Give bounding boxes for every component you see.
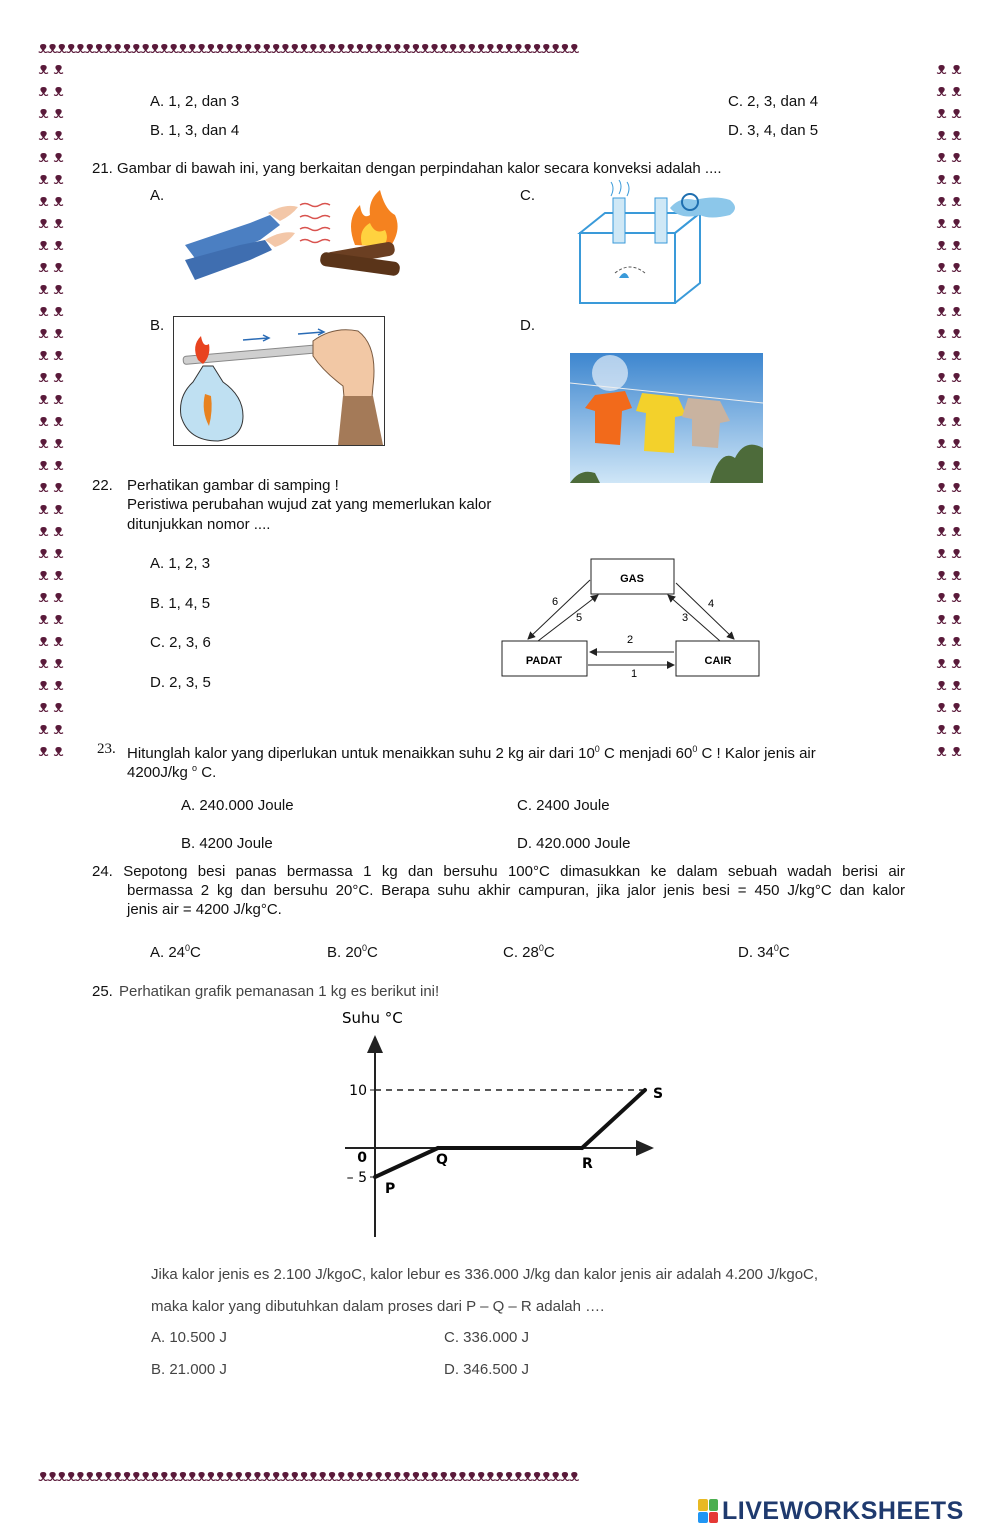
padat-label: PADAT	[525, 655, 563, 667]
q24-option-b-sup: 0	[362, 943, 368, 953]
y-axis-label: Suhu °C	[342, 1009, 403, 1027]
q23-number: 23.	[97, 741, 116, 757]
q24-option-a-unit: C	[190, 944, 201, 961]
q23-sup1: 0	[594, 744, 600, 754]
q23-stem-part3: C ! Kalor jenis air	[697, 745, 816, 762]
cair-label: CAIR	[704, 655, 732, 667]
q22-option-b: B. 1, 4, 5	[150, 595, 211, 612]
point-label-s: S	[653, 1086, 664, 1102]
q23-option-b: B. 4200 Joule	[181, 835, 273, 852]
decorative-border-right: ᴥ ᴥ ᴥ ᴥ ᴥ ᴥ ᴥ ᴥ ᴥ ᴥ ᴥ ᴥ ᴥ ᴥ ᴥ ᴥ ᴥ ᴥ ᴥ ᴥ ᴥ ᴥ ᴥ ᴥ ᴥ ᴥ ᴥ ᴥ ᴥ ᴥ ᴥ ᴥ ᴥ ᴥ ᴥ ᴥ ᴥ ᴥ ᴥ ᴥ ᴥ ᴥ ᴥ ᴥ ᴥ ᴥ ᴥ ᴥ ᴥ ᴥ ᴥ ᴥ ᴥ ᴥ ᴥ ᴥ ᴥ ᴥ ᴥ ᴥ ᴥ ᴥ ᴥ ᴥ	[936, 59, 962, 760]
gas-label: GAS	[620, 573, 644, 585]
q23-stem-part2: C menjadi 60	[599, 745, 693, 762]
rod-burner-illustration	[173, 316, 385, 446]
arrow-label-6: 6	[552, 596, 559, 608]
q20-option-c: C. 2, 3, dan 4	[728, 93, 819, 110]
q25-line1: Jika kalor jenis es 2.100 J/kgoC, kalor lebur es 336.000 J/kg dan kalor jenis air adalah 4.200 J/kgoC,	[151, 1266, 819, 1283]
point-label-p: P	[385, 1181, 396, 1197]
q23-stem-part4: 4200J/kg	[127, 764, 193, 781]
q24-line3: jenis air = 4200 J/kg°C.	[127, 901, 282, 918]
q22-option-a: A. 1, 2, 3	[150, 555, 211, 572]
q20-option-a: A. 1, 2, dan 3	[150, 93, 240, 110]
q24-option-c-value: C. 28	[503, 944, 539, 961]
q24-option-a	[150, 939, 201, 962]
q24-option-c	[503, 939, 555, 962]
arrow-label-2: 2	[627, 634, 634, 646]
q24-option-d-sup: 0	[773, 943, 779, 953]
q23-stem-line2	[127, 759, 216, 782]
q25-option-c: C. 336.000 J	[444, 1329, 530, 1346]
curve-segment-PQ	[375, 1148, 438, 1177]
q21-label-c: C.	[520, 187, 535, 204]
q20-option-d: D. 3, 4, dan 5	[728, 122, 819, 139]
arrow-label-3: 3	[682, 612, 689, 624]
heating-graph	[320, 1005, 680, 1245]
laundry-drying-photo	[570, 353, 763, 483]
convection-apparatus-illustration	[575, 178, 760, 308]
q23-sup3: o	[192, 763, 198, 773]
q22-number: 22.	[92, 477, 113, 494]
hands-fire-illustration	[180, 185, 405, 285]
arrow-label-4: 4	[708, 598, 715, 610]
decorative-border-bottom: ᴥᴥᴥᴥᴥᴥᴥᴥᴥᴥᴥᴥᴥᴥᴥᴥᴥᴥᴥᴥᴥᴥᴥᴥᴥᴥᴥᴥᴥᴥᴥᴥᴥᴥᴥᴥᴥᴥᴥᴥᴥᴥᴥᴥᴥᴥᴥᴥᴥᴥᴥᴥᴥᴥᴥᴥᴥᴥ	[38, 1466, 579, 1485]
q24-option-a-sup: 0	[185, 943, 191, 953]
q22-line3: ditunjukkan nomor ....	[127, 516, 271, 533]
q24-option-b-value: B. 20	[327, 944, 363, 961]
q23-option-c: C. 2400 Joule	[517, 797, 610, 814]
q24-option-d-value: D. 34	[738, 944, 774, 961]
q24-option-a-value: A. 24	[150, 944, 186, 961]
q24-line2: bermassa 2 kg dan bersuhu 20°C. Berapa suhu akhir campuran, jika jalor jenis besi = 450 J/kg°C dan kalor	[127, 882, 905, 899]
arrow-label-1: 1	[631, 668, 638, 680]
q23-stem-part5: C.	[197, 764, 217, 781]
point-label-q: Q	[436, 1152, 448, 1168]
q21-label-b: B.	[150, 317, 165, 334]
q23-option-d: D. 420.000 Joule	[517, 835, 631, 852]
q24-option-d-unit: C	[778, 944, 790, 961]
logo-text: LIVEWORKSHEETS	[722, 1496, 964, 1525]
liveworksheets-logo	[698, 1496, 994, 1526]
y-tick-label: – 5	[346, 1170, 367, 1186]
arrow-label-5: 5	[576, 612, 583, 624]
q22-line2: Peristiwa perubahan wujud zat yang memerlukan kalor	[127, 496, 492, 513]
phase-change-diagram	[498, 555, 763, 683]
q25-option-b: B. 21.000 J	[151, 1361, 227, 1378]
q23-option-a: A. 240.000 Joule	[181, 797, 294, 814]
q20-option-b: B. 1, 3, dan 4	[150, 122, 240, 139]
logo-mark-icon	[698, 1499, 718, 1523]
y-tick-label: 0	[357, 1150, 367, 1166]
q24-line1: 24. Sepotong besi panas bermassa 1 kg dan bersuhu 100°C dimasukkan ke dalam sebuah wadah berisi air	[92, 863, 905, 880]
q23-sup2: 0	[692, 744, 698, 754]
q25-number: 25.	[92, 983, 113, 1000]
q24-option-b	[327, 939, 378, 962]
point-label-r: R	[582, 1156, 593, 1172]
q25-stem: Perhatikan grafik pemanasan 1 kg es berikut ini!	[119, 983, 440, 1000]
y-tick-label: 10	[349, 1083, 367, 1099]
q25-option-a: A. 10.500 J	[151, 1329, 227, 1346]
q24-option-c-sup: 0	[538, 943, 544, 953]
q22-line1: Perhatikan gambar di samping !	[127, 477, 339, 494]
decorative-border-left: ᴥ ᴥ ᴥ ᴥ ᴥ ᴥ ᴥ ᴥ ᴥ ᴥ ᴥ ᴥ ᴥ ᴥ ᴥ ᴥ ᴥ ᴥ ᴥ ᴥ ᴥ ᴥ ᴥ ᴥ ᴥ ᴥ ᴥ ᴥ ᴥ ᴥ ᴥ ᴥ ᴥ ᴥ ᴥ ᴥ ᴥ ᴥ ᴥ ᴥ ᴥ ᴥ ᴥ ᴥ ᴥ ᴥ ᴥ ᴥ ᴥ ᴥ ᴥ ᴥ ᴥ ᴥ ᴥ ᴥ ᴥ ᴥ ᴥ ᴥ ᴥ ᴥ ᴥ ᴥ	[38, 59, 64, 760]
q21-label-a: A.	[150, 187, 165, 204]
q23-stem	[127, 740, 905, 763]
q22-option-c: C. 2, 3, 6	[150, 634, 211, 651]
q24-option-d	[738, 939, 790, 962]
q22-option-d: D. 2, 3, 5	[150, 674, 211, 691]
q21-label-d: D.	[520, 317, 535, 334]
q21-stem: 21. Gambar di bawah ini, yang berkaitan dengan perpindahan kalor secara konveksi adalah ....	[92, 160, 722, 177]
q25-line2: maka kalor yang dibutuhkan dalam proses dari P – Q – R adalah ….	[151, 1298, 605, 1315]
q24-option-b-unit: C	[367, 944, 378, 961]
q25-option-d: D. 346.500 J	[444, 1361, 530, 1378]
decorative-border-top: ᴥᴥᴥᴥᴥᴥᴥᴥᴥᴥᴥᴥᴥᴥᴥᴥᴥᴥᴥᴥᴥᴥᴥᴥᴥᴥᴥᴥᴥᴥᴥᴥᴥᴥᴥᴥᴥᴥᴥᴥᴥᴥᴥᴥᴥᴥᴥᴥᴥᴥᴥᴥᴥᴥᴥᴥᴥᴥ	[38, 38, 579, 57]
curve-segment-RS	[582, 1090, 645, 1148]
q24-option-c-unit: C	[543, 944, 555, 961]
q23-stem-part1: Hitunglah kalor yang diperlukan untuk menaikkan suhu 2 kg air dari 10	[127, 745, 595, 762]
